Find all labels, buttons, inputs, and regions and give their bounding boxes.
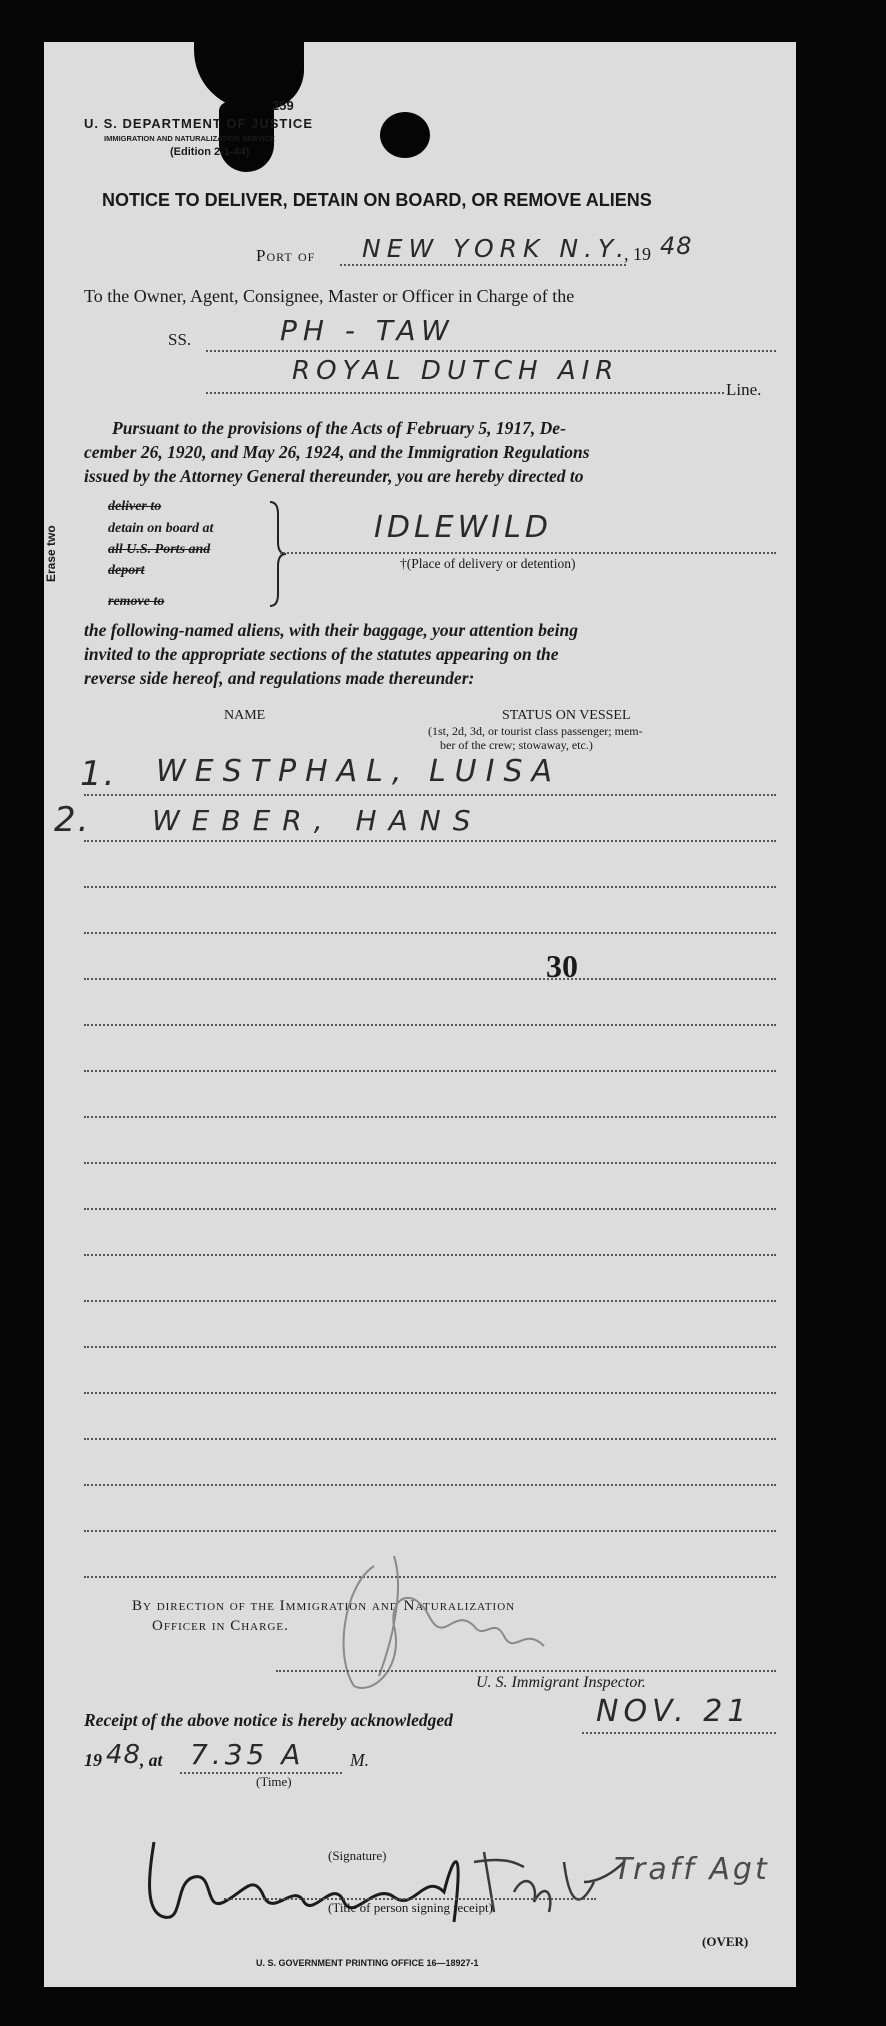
form-sheet	[44, 42, 796, 1987]
receipt-m: M.	[350, 1750, 369, 1770]
empty-row-line	[84, 1254, 776, 1256]
status-note-1: (1st, 2d, 3d, or tourist class passenger; mem-	[428, 724, 643, 738]
scan-mark	[846, 340, 850, 344]
receipt-at: , at	[140, 1750, 163, 1770]
port-value: NEW YORK N.Y.	[362, 234, 631, 263]
following-line-1: the following-named aliens, with their baggage, your attention being	[84, 620, 578, 640]
erase-two-label: Erase two	[44, 525, 58, 582]
edition: (Edition 2-1-44)	[170, 146, 250, 158]
receipt-date: NOV. 21	[596, 1694, 752, 1729]
title-caption: (Title of person signing receipt)	[328, 1900, 493, 1915]
option-detain: detain on board at	[108, 521, 214, 536]
following-line-2: invited to the appropriate sections of the statutes appearing on the	[84, 644, 559, 664]
pursuant-line-1: Pursuant to the provisions of the Acts of February 5, 1917, De-	[112, 418, 566, 438]
place-value: IDLEWILD	[374, 510, 552, 545]
service-name: IMMIGRATION AND NATURALIZATION SERVICE	[104, 134, 275, 143]
following-line-3: reverse side hereof, and regulations made thereunder:	[84, 668, 475, 688]
receipt-year: 48	[106, 1740, 142, 1770]
alien-name-1: WESTPHAL, LUISA	[156, 754, 562, 789]
empty-row-line	[84, 1346, 776, 1348]
empty-row-line	[84, 1392, 776, 1394]
alien-number-1: 1.	[80, 754, 117, 794]
stamp-number: 30	[546, 948, 578, 984]
printing-office-footer: U. S. GOVERNMENT PRINTING OFFICE 16—18927-1	[256, 1958, 479, 1968]
direction-line-2: Officer in Charge.	[152, 1618, 289, 1634]
empty-row-line	[84, 886, 776, 888]
time-caption: (Time)	[256, 1774, 292, 1789]
empty-row-line	[84, 1024, 776, 1026]
empty-row-line	[84, 978, 776, 980]
empty-row-line	[84, 1300, 776, 1302]
empty-row-line	[84, 1070, 776, 1072]
port-year: 48	[660, 232, 693, 260]
alien-row-line-1	[84, 794, 776, 796]
vessel-label: SS.	[168, 330, 192, 349]
status-note-2: ber of the crew; stowaway, etc.)	[440, 738, 593, 752]
option-remove: remove to	[108, 594, 165, 609]
empty-row-line	[84, 1208, 776, 1210]
addressee-line: To the Owner, Agent, Consignee, Master or Officer in Charge of the	[84, 286, 575, 306]
signature-caption: (Signature)	[328, 1848, 387, 1863]
inspector-label: U. S. Immigrant Inspector.	[476, 1674, 646, 1691]
receipt-year-prefix: 19	[84, 1750, 102, 1770]
empty-row-line	[84, 1484, 776, 1486]
pursuant-line-2: cember 26, 1920, and May 26, 1924, and the Immigration Regulations	[84, 442, 590, 462]
line-dotted	[206, 392, 724, 394]
agency-name: U. S. DEPARTMENT OF JUSTICE	[84, 116, 313, 131]
line-value: ROYAL DUTCH AIR	[292, 356, 620, 386]
empty-row-line	[84, 1162, 776, 1164]
alien-number-2: 2.	[54, 800, 91, 840]
empty-row-line	[84, 1438, 776, 1440]
name-column-header: NAME	[224, 708, 266, 723]
form-title: NOTICE TO DELIVER, DETAIN ON BOARD, OR REMOVE ALIENS	[102, 190, 652, 210]
empty-row-line	[84, 1530, 776, 1532]
receipt-time: 7.35 A	[190, 1738, 305, 1771]
form-number: 259	[272, 98, 294, 113]
port-line	[340, 264, 626, 266]
vessel-line	[206, 350, 776, 352]
place-caption: †(Place of delivery or detention)	[400, 556, 576, 571]
vessel-value: PH - TAW	[280, 314, 455, 347]
receipt-text: Receipt of the above notice is hereby acknowledged	[84, 1710, 453, 1730]
option-deliver: deliver to	[108, 499, 162, 514]
alien-name-2: WEBER, HANS	[152, 804, 483, 837]
line-label: Line.	[726, 380, 762, 399]
pursuant-line-3: issued by the Attorney General thereunder, you are hereby directed to	[84, 466, 584, 486]
empty-row-line	[84, 932, 776, 934]
punch-hole	[380, 112, 430, 158]
port-year-prefix: , 19	[624, 244, 651, 264]
place-line	[280, 552, 776, 554]
status-column-header: STATUS ON VESSEL	[502, 708, 631, 723]
direction-line-1: By direction of the Immigration and Naturalization	[132, 1598, 516, 1614]
alien-row-line-2	[84, 840, 776, 842]
empty-row-line	[84, 1116, 776, 1118]
receipt-date-line	[582, 1732, 776, 1734]
option-ports: all U.S. Ports and	[108, 542, 211, 557]
port-label: Port of	[256, 246, 316, 265]
over-label: (OVER)	[702, 1934, 749, 1949]
inspector-line	[276, 1670, 776, 1672]
option-brace	[268, 500, 288, 608]
option-deport: deport	[108, 563, 145, 578]
title-value: Traff Agt	[614, 1852, 770, 1887]
